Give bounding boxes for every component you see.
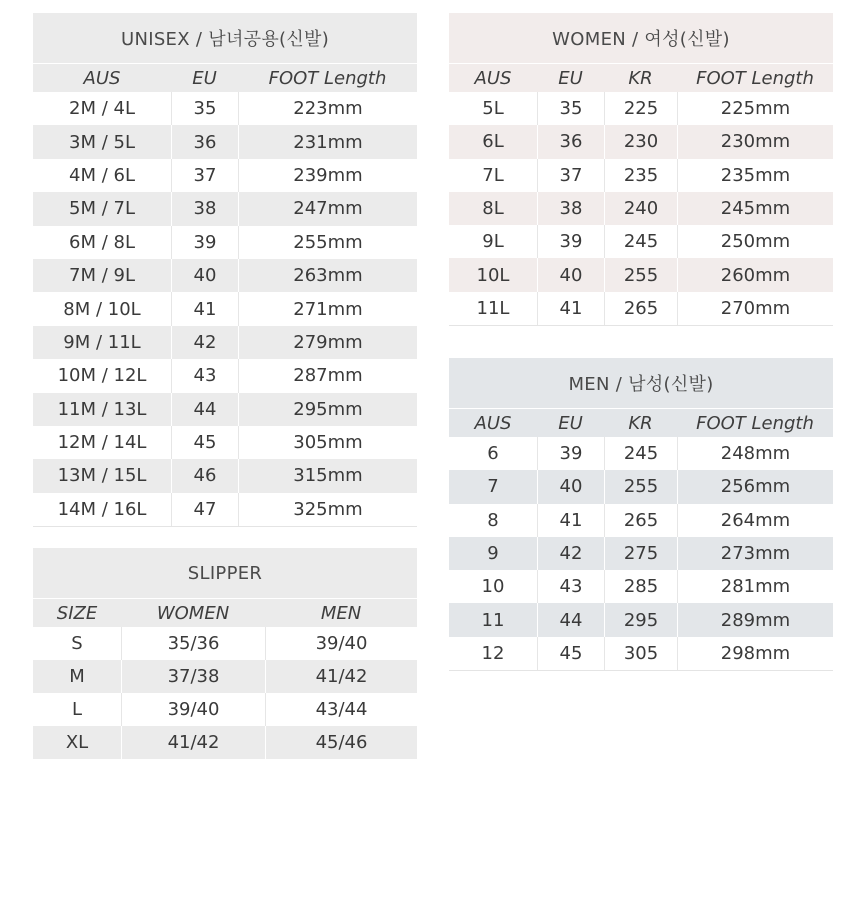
women-cell: 5L xyxy=(482,98,504,120)
men-cell: 265 xyxy=(604,504,677,537)
table-row xyxy=(33,226,417,259)
table-row xyxy=(33,693,417,726)
women-header-0: AUS xyxy=(474,67,512,89)
unisex-cell: 239mm xyxy=(238,159,417,192)
men-cell: 245 xyxy=(604,437,677,470)
unisex-cell: 47 xyxy=(171,493,238,526)
women-cell: 35 xyxy=(537,92,604,125)
slipper-cell: 37/38 xyxy=(121,660,265,693)
women-cell: 245 xyxy=(604,225,677,258)
table-row xyxy=(449,292,833,325)
unisex-cell: 14M / 16L xyxy=(57,498,147,520)
men-header-0: AUS xyxy=(474,412,512,434)
men-bottom-divider xyxy=(449,670,833,671)
women-header-3: FOOT Length xyxy=(696,67,814,89)
table-row xyxy=(449,225,833,258)
slipper-cell: M xyxy=(69,666,85,687)
table-row xyxy=(33,393,417,426)
unisex-cell: 223mm xyxy=(238,92,417,125)
unisex-header-row xyxy=(33,63,417,92)
men-cell: 6 xyxy=(487,443,499,465)
table-row xyxy=(33,259,417,292)
men-cell: 7 xyxy=(487,476,499,498)
table-row xyxy=(449,603,833,636)
table-row xyxy=(33,426,417,459)
men-cell: 10 xyxy=(481,576,505,598)
unisex-cell: 38 xyxy=(171,192,238,225)
unisex-cell: 287mm xyxy=(238,359,417,392)
unisex-cell: 3M / 5L xyxy=(69,131,135,153)
unisex-title: UNISEX / 남녀공용(신발) xyxy=(33,13,417,63)
women-cell: 250mm xyxy=(677,225,833,258)
men-cell: 41 xyxy=(537,504,604,537)
men-cell: 44 xyxy=(537,603,604,636)
women-title: WOMEN / 여성(신발) xyxy=(449,13,833,63)
women-cell: 9L xyxy=(482,231,504,253)
slipper-cell: 43/44 xyxy=(265,693,417,726)
unisex-bottom-divider xyxy=(33,526,417,527)
men-cell: 42 xyxy=(537,537,604,570)
unisex-header-0: AUS xyxy=(83,67,121,89)
slipper-header-2: MEN xyxy=(320,602,362,624)
slipper-cell: 35/36 xyxy=(121,627,265,660)
men-cell: 256mm xyxy=(677,470,833,503)
slipper-cell: 39/40 xyxy=(265,627,417,660)
slipper-size-table xyxy=(33,548,417,759)
men-cell: 289mm xyxy=(677,603,833,636)
table-row xyxy=(33,192,417,225)
slipper-header-1: WOMEN xyxy=(156,602,230,624)
unisex-cell: 13M / 15L xyxy=(57,465,147,487)
slipper-cell: 45/46 xyxy=(265,726,417,759)
unisex-cell: 43 xyxy=(171,359,238,392)
women-cell: 7L xyxy=(482,164,504,186)
unisex-cell: 7M / 9L xyxy=(69,265,135,287)
women-cell: 37 xyxy=(537,159,604,192)
women-cell: 40 xyxy=(537,258,604,291)
women-body xyxy=(449,92,833,325)
unisex-cell: 5M / 7L xyxy=(69,198,135,220)
women-cell: 39 xyxy=(537,225,604,258)
women-cell: 11L xyxy=(476,297,510,319)
table-row xyxy=(449,192,833,225)
unisex-cell: 40 xyxy=(171,259,238,292)
women-cell: 265 xyxy=(604,292,677,325)
unisex-cell: 46 xyxy=(171,459,238,492)
unisex-cell: 11M / 13L xyxy=(57,398,147,420)
unisex-size-table xyxy=(33,13,417,527)
unisex-cell: 325mm xyxy=(238,493,417,526)
table-row xyxy=(33,125,417,158)
men-cell: 43 xyxy=(537,570,604,603)
women-cell: 230mm xyxy=(677,125,833,158)
unisex-body xyxy=(33,92,417,526)
slipper-cell: 41/42 xyxy=(121,726,265,759)
slipper-header-row xyxy=(33,598,417,627)
women-cell: 8L xyxy=(482,198,504,220)
women-cell: 38 xyxy=(537,192,604,225)
unisex-cell: 6M / 8L xyxy=(69,231,135,253)
men-cell: 9 xyxy=(487,543,499,565)
men-cell: 305 xyxy=(604,637,677,670)
unisex-cell: 10M / 12L xyxy=(57,365,147,387)
women-bottom-divider xyxy=(449,325,833,326)
men-cell: 8 xyxy=(487,509,499,531)
unisex-cell: 315mm xyxy=(238,459,417,492)
women-cell: 225 xyxy=(604,92,677,125)
women-cell: 36 xyxy=(537,125,604,158)
unisex-cell: 45 xyxy=(171,426,238,459)
slipper-title: SLIPPER xyxy=(33,548,417,598)
table-row xyxy=(33,359,417,392)
men-cell: 39 xyxy=(537,437,604,470)
table-row xyxy=(33,159,417,192)
table-row xyxy=(33,326,417,359)
men-cell: 40 xyxy=(537,470,604,503)
table-row xyxy=(33,726,417,759)
men-cell: 273mm xyxy=(677,537,833,570)
unisex-cell: 279mm xyxy=(238,326,417,359)
table-row xyxy=(33,493,417,526)
slipper-cell: S xyxy=(71,633,83,654)
unisex-cell: 4M / 6L xyxy=(69,164,135,186)
unisex-cell: 9M / 11L xyxy=(63,331,141,353)
men-cell: 281mm xyxy=(677,570,833,603)
men-cell: 248mm xyxy=(677,437,833,470)
women-cell: 10L xyxy=(476,264,510,286)
men-cell: 45 xyxy=(537,637,604,670)
slipper-cell: XL xyxy=(65,732,89,753)
men-header-3: FOOT Length xyxy=(696,412,814,434)
unisex-cell: 305mm xyxy=(238,426,417,459)
table-row xyxy=(449,159,833,192)
slipper-header-0: SIZE xyxy=(56,602,98,624)
women-cell: 6L xyxy=(482,131,504,153)
men-header-2: KR xyxy=(628,412,653,434)
unisex-cell: 44 xyxy=(171,393,238,426)
unisex-cell: 37 xyxy=(171,159,238,192)
men-header-row xyxy=(449,408,833,437)
men-cell: 11 xyxy=(481,609,505,631)
unisex-cell: 271mm xyxy=(238,292,417,325)
slipper-cell: L xyxy=(71,699,83,720)
slipper-body xyxy=(33,627,417,759)
unisex-cell: 41 xyxy=(171,292,238,325)
men-body xyxy=(449,437,833,670)
unisex-cell: 255mm xyxy=(238,226,417,259)
unisex-cell: 42 xyxy=(171,326,238,359)
unisex-cell: 36 xyxy=(171,125,238,158)
men-cell: 275 xyxy=(604,537,677,570)
unisex-cell: 12M / 14L xyxy=(57,432,147,454)
unisex-header-1: EU xyxy=(192,67,217,89)
women-size-table xyxy=(449,13,833,326)
unisex-cell: 247mm xyxy=(238,192,417,225)
table-row xyxy=(33,660,417,693)
men-size-table xyxy=(449,358,833,671)
men-cell: 285 xyxy=(604,570,677,603)
table-row xyxy=(33,292,417,325)
women-header-1: EU xyxy=(558,67,583,89)
unisex-cell: 263mm xyxy=(238,259,417,292)
unisex-cell: 295mm xyxy=(238,393,417,426)
table-row xyxy=(449,537,833,570)
unisex-cell: 2M / 4L xyxy=(69,98,135,120)
men-header-1: EU xyxy=(558,412,583,434)
table-row xyxy=(33,459,417,492)
men-cell: 12 xyxy=(481,642,505,664)
unisex-header-2: FOOT Length xyxy=(268,67,387,89)
men-cell: 298mm xyxy=(677,637,833,670)
men-cell: 255 xyxy=(604,470,677,503)
women-cell: 245mm xyxy=(677,192,833,225)
unisex-cell: 8M / 10L xyxy=(63,298,141,320)
table-row xyxy=(449,470,833,503)
women-cell: 260mm xyxy=(677,258,833,291)
table-row xyxy=(449,92,833,125)
women-cell: 240 xyxy=(604,192,677,225)
women-header-2: KR xyxy=(628,67,653,89)
slipper-cell: 39/40 xyxy=(121,693,265,726)
table-row xyxy=(449,637,833,670)
table-row xyxy=(33,627,417,660)
women-cell: 255 xyxy=(604,258,677,291)
women-cell: 41 xyxy=(537,292,604,325)
table-row xyxy=(33,92,417,125)
women-cell: 235 xyxy=(604,159,677,192)
men-cell: 264mm xyxy=(677,504,833,537)
men-cell: 295 xyxy=(604,603,677,636)
women-header-row xyxy=(449,63,833,92)
table-row xyxy=(449,258,833,291)
women-cell: 225mm xyxy=(677,92,833,125)
table-row xyxy=(449,504,833,537)
unisex-cell: 39 xyxy=(171,226,238,259)
women-cell: 230 xyxy=(604,125,677,158)
unisex-cell: 231mm xyxy=(238,125,417,158)
table-row xyxy=(449,570,833,603)
unisex-cell: 35 xyxy=(171,92,238,125)
slipper-cell: 41/42 xyxy=(265,660,417,693)
table-row xyxy=(449,125,833,158)
women-cell: 235mm xyxy=(677,159,833,192)
women-cell: 270mm xyxy=(677,292,833,325)
table-row xyxy=(449,437,833,470)
men-title: MEN / 남성(신발) xyxy=(449,358,833,408)
